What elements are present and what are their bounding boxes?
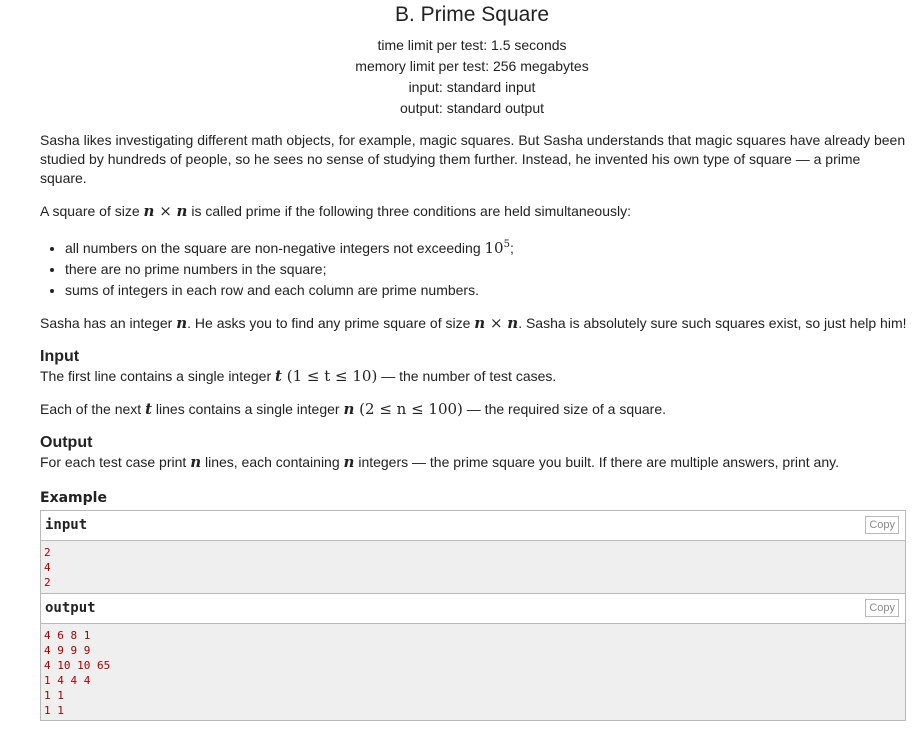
list-item: 4 xyxy=(44,561,51,574)
list-item: 4 6 8 1 xyxy=(44,629,91,642)
math-expression: n × n xyxy=(474,314,519,332)
list-item: • there are no prime numbers in the square; xyxy=(65,260,908,279)
problem-title: B. Prime Square xyxy=(394,3,550,26)
example-input-label: input xyxy=(45,517,88,533)
input-spec: input: standard input xyxy=(408,79,536,95)
example-input-header xyxy=(41,511,905,541)
example-title: Example xyxy=(40,490,107,506)
list-item: 4 9 9 9 xyxy=(44,644,91,657)
statement-paragraph-2: A square of size n × n is called prime if the following three conditions are held simultaneously: xyxy=(40,202,632,220)
math-expression: n × n xyxy=(143,202,188,220)
example-output-header xyxy=(41,594,905,624)
list-item: 1 1 xyxy=(44,689,64,702)
input-line-2: Each of the next t lines contains a single integer n (2 ≤ n ≤ 100) — the required size of a square. xyxy=(40,400,667,418)
output-line-1: For each test case print n lines, each containing n integers — the prime square you built. If there are multiple answers, print any. xyxy=(40,453,839,471)
list-item: 2 xyxy=(44,576,51,589)
example-input-box xyxy=(40,510,906,595)
statement-paragraph-3: Sasha has an integer n. He asks you to find any prime square of size n × n. Sasha is absolutely sure such squares exist, so just help him! xyxy=(40,314,907,332)
example-output-box xyxy=(40,593,906,721)
output-spec: output: standard output xyxy=(400,100,544,116)
memory-limit: memory limit per test: 256 megabytes xyxy=(355,58,589,74)
list-item: 4 10 10 65 xyxy=(44,659,111,672)
output-section-title: Output xyxy=(40,434,93,451)
copy-input-button[interactable]: Copy xyxy=(865,516,899,534)
list-item: • sums of integers in each row and each column are prime numbers. xyxy=(65,281,908,300)
conditions-list xyxy=(40,235,908,300)
list-item: 1 1 xyxy=(44,704,64,717)
list-item: 2 xyxy=(44,546,51,559)
example-input-body xyxy=(41,541,905,594)
statement-paragraph-1: Sasha likes investigating different math objects, for example, magic squares. But Sasha understands that magic squares have already been studied by hundreds of people, so he sees no sense of studying them further. Instead, he invented his own type of square — a prime square. xyxy=(40,132,906,186)
example-output-body xyxy=(41,624,905,720)
input-line-1: The first line contains a single integer t (1 ≤ t ≤ 10) — the number of test cases. xyxy=(40,367,557,385)
time-limit: time limit per test: 1.5 seconds xyxy=(377,37,567,53)
example-output-label: output xyxy=(45,600,96,616)
input-section-title: Input xyxy=(40,348,80,365)
list-item: • all numbers on the square are non-negative integers not exceeding $10^5$; xyxy=(65,235,908,258)
list-item: 1 4 4 4 xyxy=(44,674,91,687)
copy-output-button[interactable]: Copy xyxy=(865,599,899,617)
problem-statement xyxy=(40,131,908,486)
math-expression: $10^5$ xyxy=(484,239,510,257)
